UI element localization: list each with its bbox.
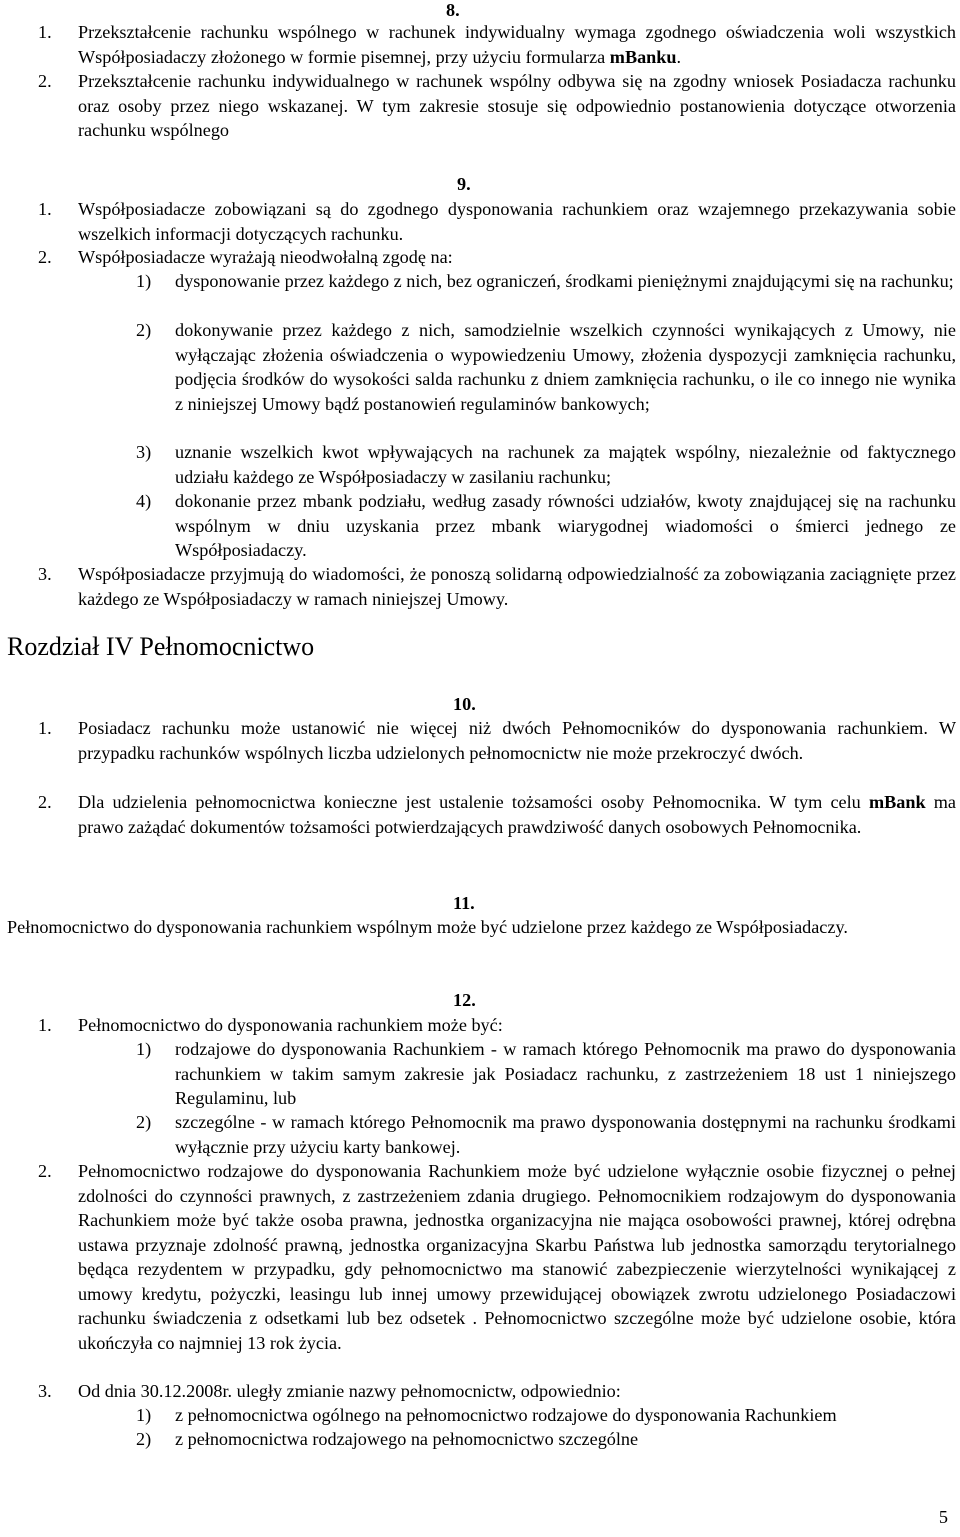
sec9-sub3-number: 3) [136,442,152,462]
sec12-item2: Pełnomocnictwo rodzajowe do dysponowania Rachunkiem może być udzielone wyłącznie osobie fizycznej o pełnej zdolności do czynności prawnych, z zastrzeżeniem zdania drugiego. Pełnomocnikiem rodzajowym do dysponowania Rachunkiem może być także osoba prawna, jednostka organizacyjna nie mająca osobowości prawnej, której odrębna ustawa przyznaje zdolność prawną, jednostka organizacyjna Skarbu Państwa lub jednostka samorządu terytorialnego będąca rezydentem w przypadku, gdy pełnomocnictwo ma stanowić zabezpieczenie wierzytelności wynikającej z umowy kredytu, pożyczki, leasingu lub innej umowy przewidującej obowiązek zwrotu udzielonego Posiadaczowi rachunku świadczenia z odsetkami lub bez odsetek . Pełnomocnictwo szczególne może być udzielone osobie, która ukończyła co najmniej 13 rok życia. [78,1161,956,1353]
sec9-item1-number: 1. [38,199,52,219]
section-11-title: 11. [453,893,475,913]
sec12-sub3-2-number: 2) [136,1429,152,1449]
sec10-item2-number: 2. [38,792,52,812]
sec10-item2 [78,790,956,839]
page-number: 5 [938,1507,948,1527]
sec9-sub3: uznanie wszelkich kwot wpływających na rachunek za majątek wspólny, niezależnie od faktycznego udziału każdego ze Współposiadaczy w zasilaniu rachunku; [175,442,956,487]
section-10-title: 10. [453,694,476,714]
sec12-sub2-number: 2) [136,1112,152,1132]
sec8-item2-number: 2. [38,71,52,91]
sec9-item1: Współposiadacze zobowiązani są do zgodnego dysponowania rachunkiem oraz wzajemnego przekazywania sobie wszelkich informacji dotyczących rachunku. [78,199,956,244]
sec9-sub2: dokonywanie przez każdego z nich, samodzielnie wszelkich czynności wynikających z Umowy, nie wyłączając złożenia oświadczenia o wypowiedzeniu Umowy, złożenia dyspozycji zamknięcia rachunku, podjęcia środków do wysokości salda rachunku z dniem zamknięcia rachunku, o ile co innego nie wynika z niniejszej Umowy bądź postanowień regulaminów bankowych; [175,320,956,414]
sec10-item2-text-c: ma prawo zażądać dokumentów tożsamości potwierdzających prawdziwość danych osobowych Pełnomocnika. [78,792,956,837]
sec11-text: Pełnomocnictwo do dysponowania rachunkiem wspólnym może być udzielone przez każdego ze Współposiadaczy. [7,917,848,937]
sec12-item1: Pełnomocnictwo do dysponowania rachunkiem może być: [78,1015,503,1035]
sec8-item1-bold: mBanku [609,46,677,67]
sec9-item3-number: 3. [38,564,52,584]
sec12-item3: Od dnia 30.12.2008r. uległy zmianie nazwy pełnomocnictw, odpowiednio: [78,1381,621,1401]
sec8-item1-number: 1. [38,22,52,42]
sec12-sub1-number: 1) [136,1039,152,1059]
sec8-item1-end: . [676,46,682,67]
sec9-sub1-number: 1) [136,271,152,291]
sec9-item2-number: 2. [38,247,52,267]
sec9-sub2-number: 2) [136,320,152,340]
sec12-sub2: szczególne - w ramach którego Pełnomocnik ma prawo dysponowania dostępnymi na rachunku środkami wyłącznie przy użyciu karty bankowej. [175,1112,956,1157]
sec9-item2: Współposiadacze wyrażają nieodwołalną zgodę na: [78,247,453,267]
sec12-item2-number: 2. [38,1161,52,1181]
sec12-item3-number: 3. [38,1381,52,1401]
sec12-sub3-1: z pełnomocnictwa ogólnego na pełnomocnictwo rodzajowe do dysponowania Rachunkiem [175,1405,837,1425]
section-9-title: 9. [457,174,471,194]
sec9-item3: Współposiadacze przyjmują do wiadomości, że ponoszą solidarną odpowiedzialność za zobowiązania zaciągnięte przez każdego ze Współposiadaczy w ramach niniejszej Umowy. [78,564,956,609]
sec10-item1-number: 1. [38,718,52,738]
sec12-item1-number: 1. [38,1015,52,1035]
chapter-heading: Rozdział IV Pełnomocnictwo [7,632,315,661]
section-12-title: 12. [453,990,476,1010]
sec9-sub4: dokonanie przez mbank podziału, według zasady równości udziałów, kwoty znajdującej się na rachunku wspólnym w dniu uzyskania przez mbank wiarygodnej wiadomości o śmierci jednego ze Współposiadaczy. [175,491,956,560]
sec8-item1 [78,20,956,69]
sec9-sub1: dysponowanie przez każdego z nich, bez ograniczeń, środkami pieniężnymi znajdującymi się na rachunku; [175,271,954,291]
sec8-item1-text: Przekształcenie rachunku wspólnego w rachunek indywidualny wymaga zgodnego oświadczenia woli wszystkich Współposiadaczy złożonego w formie pisemnej, przy użyciu formularza [78,22,956,67]
sec10-item1: Posiadacz rachunku może ustanowić nie więcej niż dwóch Pełnomocników do dysponowania rachunkiem. W przypadku rachunków wspólnych liczba udzielonych pełnomocnictw nie może przekroczyć dwóch. [78,718,956,763]
sec10-item2-text-a: Dla udzielenia pełnomocnictwa konieczne jest ustalenie tożsamości osoby Pełnomocnika. W tym celu [78,792,869,812]
sec9-sub4-number: 4) [136,491,152,511]
sec12-sub1: rodzajowe do dysponowania Rachunkiem - w ramach którego Pełnomocnik ma prawo do dysponowania rachunkiem w takim samym zakresie jak Posiadacz rachunku, z zastrzeżeniem 18 ust 1 niniejszego Regulaminu, lub [175,1039,956,1108]
sec12-sub3-2: z pełnomocnictwa rodzajowego na pełnomocnictwo szczególne [175,1429,639,1449]
sec10-item2-bold: mBank [868,792,926,812]
sec12-sub3-1-number: 1) [136,1405,152,1425]
sec8-item2: Przekształcenie rachunku indywidualnego w rachunek wspólny odbywa się na zgodny wniosek Posiadacza rachunku oraz osoby przez niego wskazanej. W tym zakresie stosuje się odpowiednio postanowienia dotyczące otworzenia rachunku wspólnego [78,71,956,140]
section-8-title: 8. [446,0,460,20]
